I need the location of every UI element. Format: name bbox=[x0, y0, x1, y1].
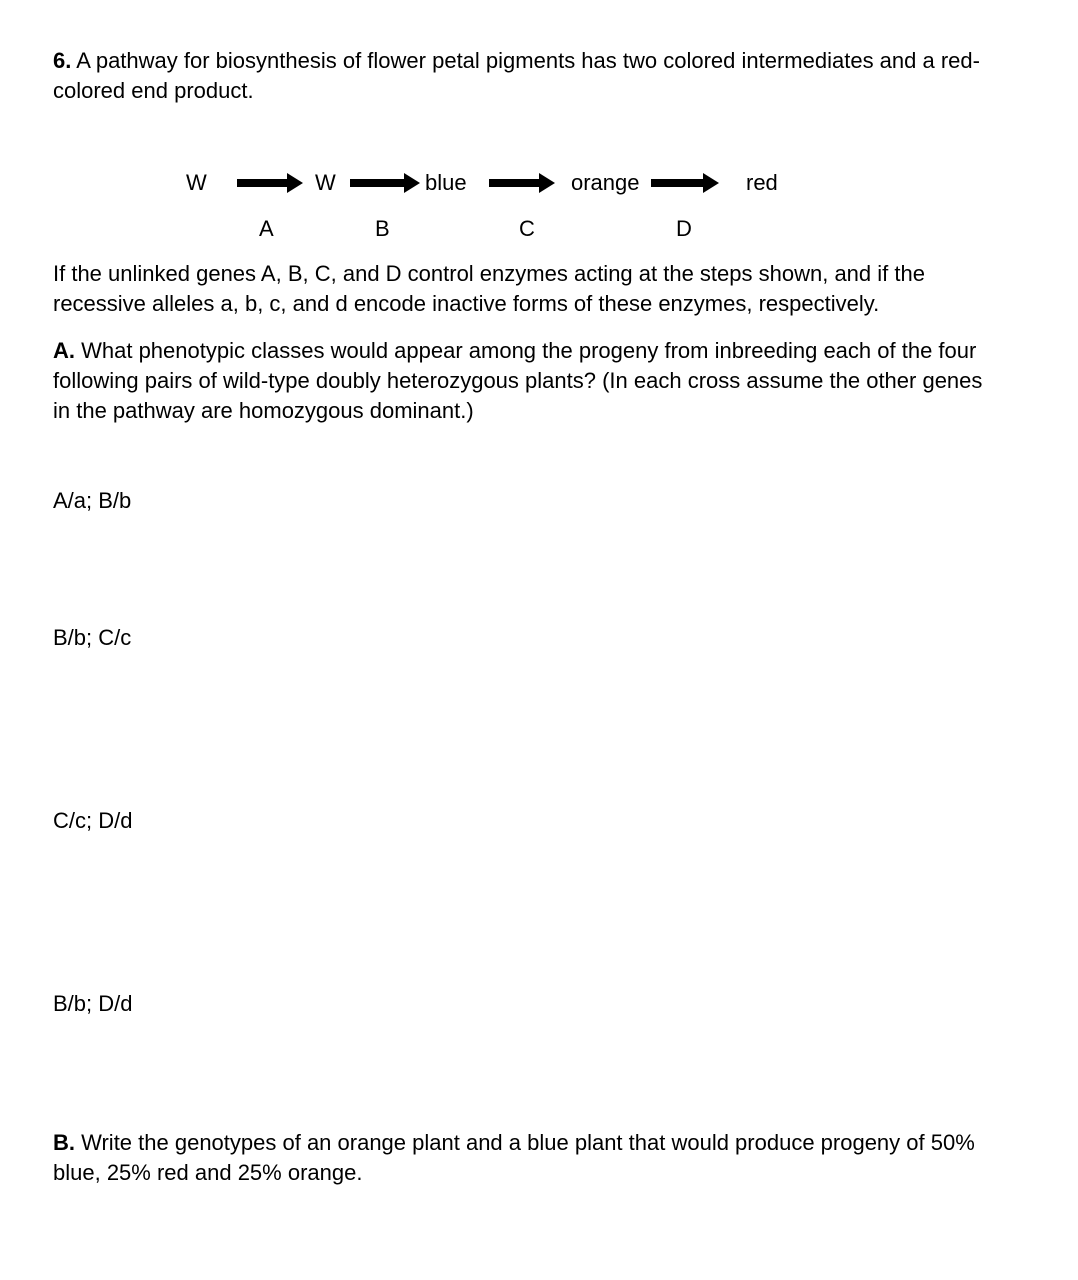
right-arrow-icon bbox=[350, 173, 420, 193]
cross-2: B/b; C/c bbox=[53, 625, 132, 650]
question-title-text: A pathway for biosynthesis of flower petal pigments has two colored intermediates and a red-colored end product. bbox=[53, 48, 980, 103]
pathway-compound-3: blue bbox=[425, 170, 467, 195]
right-arrow-icon bbox=[237, 173, 303, 193]
pathway-compound-2: W bbox=[315, 170, 336, 195]
intro-text: If the unlinked genes A, B, C, and D control enzymes acting at the steps shown, and if the recessive alleles a, b, c, and d encode inactive forms of these enzymes, respectively. bbox=[53, 261, 925, 316]
question-title bbox=[53, 46, 993, 106]
part-b-text: Write the genotypes of an orange plant and a blue plant that would produce progeny of 50% blue, 25% red and 25% orange. bbox=[53, 1130, 975, 1185]
part-b-question bbox=[53, 1128, 993, 1188]
pathway-enzyme-b: B bbox=[375, 216, 390, 241]
pathway-compound-5: red bbox=[746, 170, 778, 195]
part-a-text: What phenotypic classes would appear among the progeny from inbreeding each of the four following pairs of wild-type doubly heterozygous plants? (In each cross assume the other genes in the pathway are homozygous dominant.) bbox=[53, 338, 983, 423]
pathway-compound-1: W bbox=[186, 170, 207, 195]
right-arrow-icon bbox=[651, 173, 719, 193]
cross-3: C/c; D/d bbox=[53, 808, 133, 833]
pathway-enzyme-d: D bbox=[676, 216, 692, 241]
pathway-enzyme-c: C bbox=[519, 216, 535, 241]
pathway-compound-4: orange bbox=[571, 170, 640, 195]
cross-4: B/b; D/d bbox=[53, 991, 133, 1016]
part-a-label: A. bbox=[53, 338, 75, 363]
part-b-label: B. bbox=[53, 1130, 75, 1155]
right-arrow-icon bbox=[489, 173, 555, 193]
question-number: 6. bbox=[53, 48, 72, 73]
pathway-enzyme-a: A bbox=[259, 216, 274, 241]
cross-1: A/a; B/b bbox=[53, 488, 132, 513]
pathway-diagram bbox=[0, 160, 1078, 250]
part-a-question bbox=[53, 336, 993, 426]
